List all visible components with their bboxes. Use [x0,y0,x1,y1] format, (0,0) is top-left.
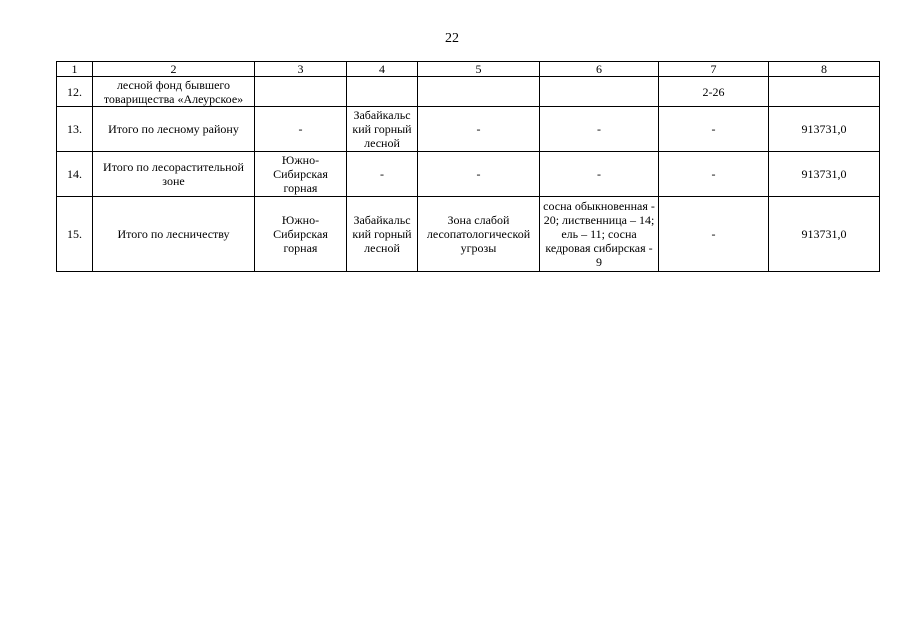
table-cell: Южно-Сибирская горная [255,197,347,272]
header-cell: 5 [418,62,540,77]
table-cell: - [540,152,659,197]
table-cell: Итого по лесорастительной зоне [93,152,255,197]
table-cell: - [418,107,540,152]
table-header-row [57,62,880,77]
table-cell: Забайкальс кий горный лесной [347,197,418,272]
table-cell: Итого по лесному району [93,107,255,152]
table-cell: 14. [57,152,93,197]
page-number: 22 [445,31,459,46]
header-cell: 2 [93,62,255,77]
header-cell: 1 [57,62,93,77]
table-cell: 15. [57,197,93,272]
header-cell: 8 [769,62,880,77]
header-cell: 4 [347,62,418,77]
table-cell: Итого по лесничеству [93,197,255,272]
table-cell: - [540,107,659,152]
table-row [57,77,880,107]
table-cell: Зона слабой лесопатологической угрозы [418,197,540,272]
table-cell: Забайкальс кий горный лесной [347,107,418,152]
table-cell: - [255,107,347,152]
header-cell: 6 [540,62,659,77]
table-cell: - [659,152,769,197]
table-cell [540,77,659,107]
table-cell: 913731,0 [769,197,880,272]
table-cell: Южно-Сибирская горная [255,152,347,197]
table-cell: 13. [57,107,93,152]
table-cell: - [418,152,540,197]
table-cell: - [347,152,418,197]
table-cell: лесной фонд бывшего товарищества «Алеурское» [93,77,255,107]
table-row [57,197,880,272]
table-cell: 12. [57,77,93,107]
header-cell: 7 [659,62,769,77]
table-cell: сосна обыкновенная - 20; лиственница – 14; ель – 11; сосна кедровая сибирская - 9 [540,197,659,272]
forestry-table [56,61,880,272]
table-row [57,152,880,197]
table-cell [769,77,880,107]
table-row [57,107,880,152]
table-cell [255,77,347,107]
table-cell: - [659,197,769,272]
table-cell: 913731,0 [769,152,880,197]
table-cell: 913731,0 [769,107,880,152]
table-cell: - [659,107,769,152]
table-cell [418,77,540,107]
header-cell: 3 [255,62,347,77]
table-cell: 2-26 [659,77,769,107]
table-cell [347,77,418,107]
